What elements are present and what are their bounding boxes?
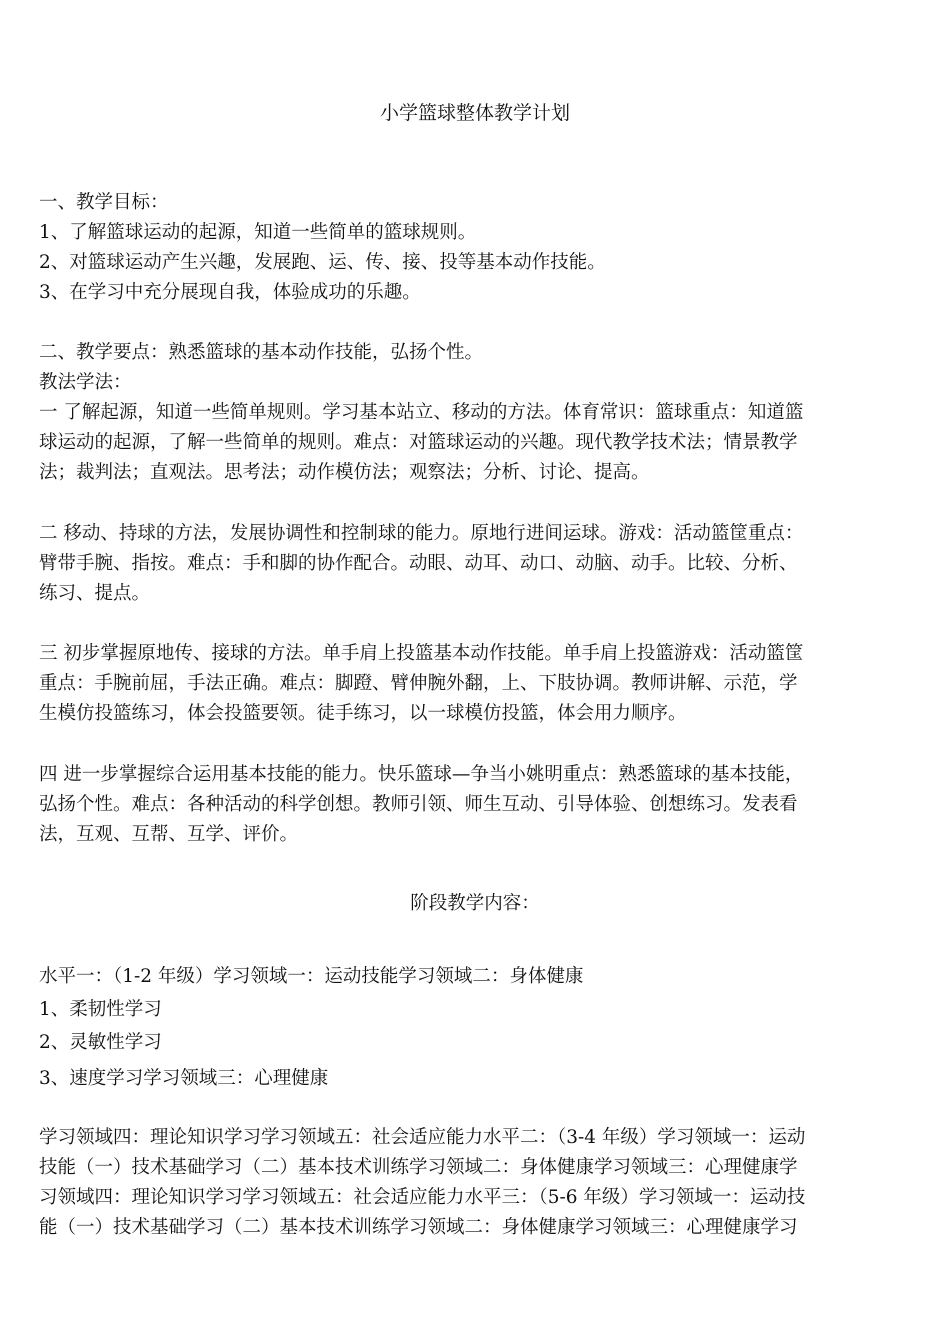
section1-line: 一 了解起源，知道一些简单规则。学习基本站立、移动的方法。体育常识：篮球重点：知道篮 xyxy=(39,402,804,423)
methods-heading: 教法学法： xyxy=(39,372,132,393)
section2-line: 练习、提点。 xyxy=(39,583,151,604)
goal-item: 1、了解篮球运动的起源，知道一些简单的篮球规则。 xyxy=(39,222,477,243)
final-paragraph-line: 学习领域四：理论知识学习学习领域五：社会适应能力水平二：（3-4 年级）学习领域一：运动 xyxy=(39,1127,806,1148)
goal-item: 2、对篮球运动产生兴趣，发展跑、运、传、接、投等基本动作技能。 xyxy=(39,252,606,273)
level1-line: 水平一：（1-2 年级）学习领域一：运动技能学习领域二：身体健康 xyxy=(39,966,584,987)
section1-line: 法；裁判法；直观法。思考法；动作模仿法；观察法；分析、讨论、提高。 xyxy=(39,462,650,483)
stage-heading: 阶段教学内容： xyxy=(410,893,540,914)
section3-line: 三 初步掌握原地传、接球的方法。单手肩上投篮基本动作技能。单手肩上投篮游戏：活动篮筐 xyxy=(39,643,804,664)
section1-line: 球运动的起源，了解一些简单的规则。难点：对篮球运动的兴趣。现代教学技术法；情景教学 xyxy=(39,432,798,453)
level1-item: 3、速度学习学习领域三：心理健康 xyxy=(39,1068,329,1089)
section2-line: 二 移动、持球的方法，发展协调性和控制球的能力。原地行进间运球。游戏：活动篮筐重点： xyxy=(39,523,804,544)
goal-item: 3、在学习中充分展现自我，体验成功的乐趣。 xyxy=(39,282,421,303)
section4-line: 四 进一步掌握综合运用基本技能的能力。快乐篮球—争当小姚明重点：熟悉篮球的基本技能， xyxy=(39,764,804,785)
section4-line: 法，互观、互帮、互学、评价。 xyxy=(39,824,299,845)
section3-line: 生模仿投篮练习，体会投篮要领。徒手练习，以一球模仿投篮，体会用力顺序。 xyxy=(39,703,687,724)
final-paragraph-line: 技能（一）技术基础学习（二）基本技术训练学习领域二：身体健康学习领域三：心理健康学 xyxy=(39,1157,798,1178)
final-paragraph-line: 能（一）技术基础学习（二）基本技术训练学习领域二：身体健康学习领域三：心理健康学习 xyxy=(39,1217,798,1238)
section2-line: 臂带手腕、指按。难点：手和脚的协作配合。动眼、动耳、动口、动脑、动手。比较、分析、 xyxy=(39,553,798,574)
key-points: 二、教学要点：熟悉篮球的基本动作技能，弘扬个性。 xyxy=(39,342,484,363)
document-title: 小学篮球整体教学计划 xyxy=(379,102,570,124)
section4-line: 弘扬个性。难点：各种活动的科学创想。教师引领、师生互动、引导体验、创想练习。发表看 xyxy=(39,794,798,815)
level1-item: 2、灵敏性学习 xyxy=(39,1032,162,1053)
goals-heading: 一、教学目标： xyxy=(39,192,169,213)
final-paragraph-line: 习领域四：理论知识学习学习领域五：社会适应能力水平三：（5-6 年级）学习领域一：运动技 xyxy=(39,1187,806,1208)
section3-line: 重点：手腕前屈，手法正确。难点：脚蹬、臂伸腕外翻，上、下肢协调。教师讲解、示范，学 xyxy=(39,673,798,694)
level1-item: 1、柔韧性学习 xyxy=(39,999,162,1020)
